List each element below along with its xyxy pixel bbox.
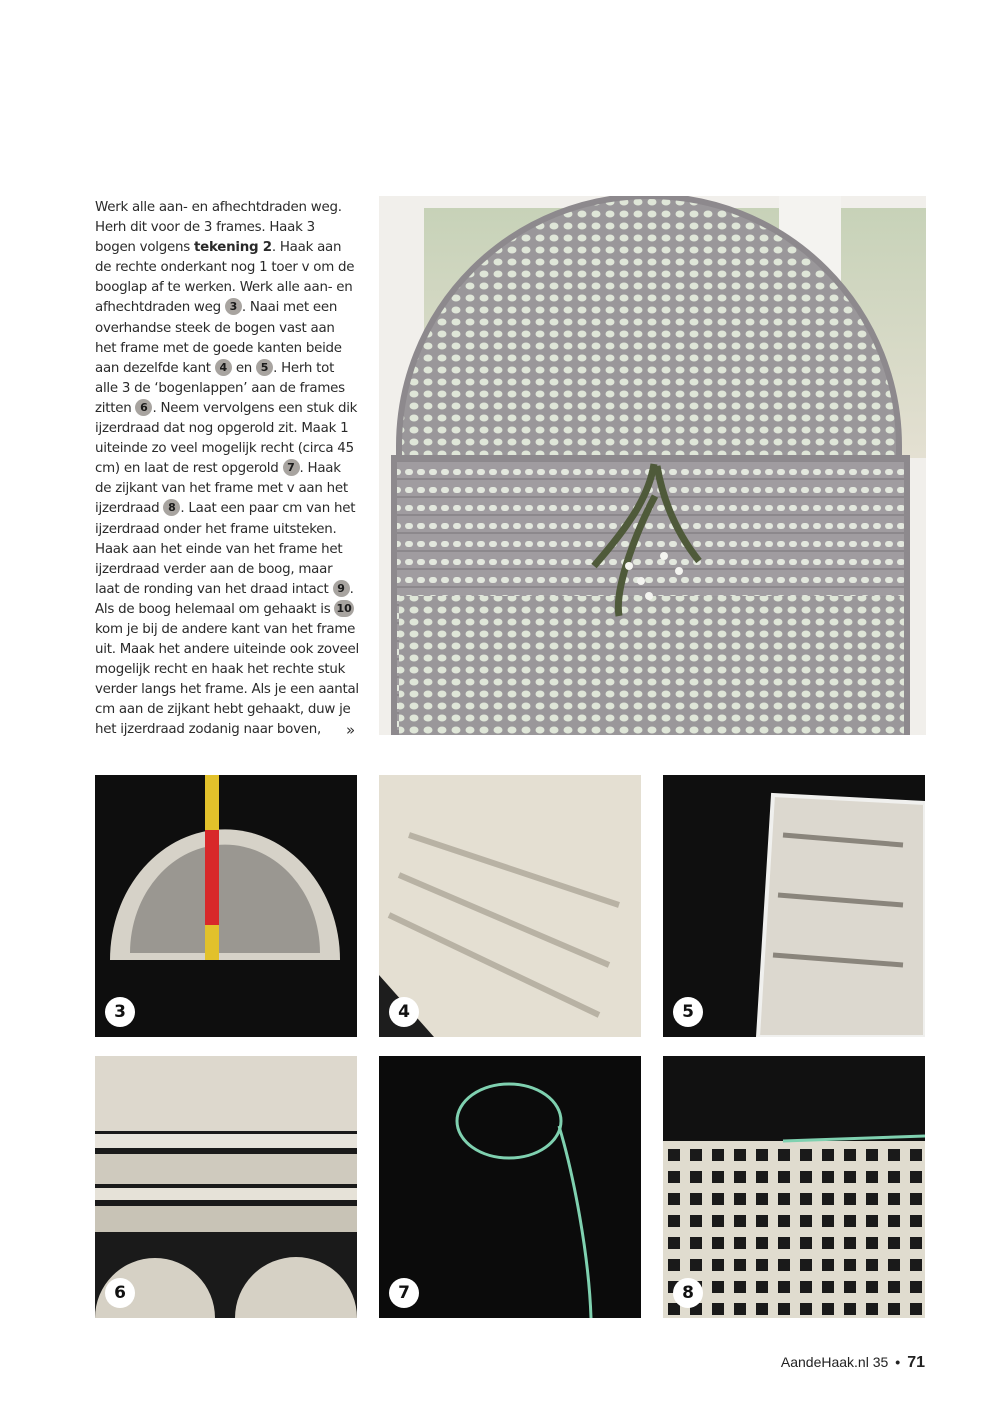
magazine-name: AandeHaak.nl 35 <box>780 1354 889 1370</box>
instructions-text <box>95 198 359 741</box>
step-ref-10: 10 <box>336 601 352 615</box>
step-ref-4: 4 <box>215 359 232 376</box>
step-ref-9: 9 <box>333 580 350 597</box>
step-ref-3: 3 <box>225 298 242 315</box>
page-footer <box>781 1354 925 1372</box>
text-segment: . Neem vervolgens een stuk dik ijzerdraad dat nog opgerold zit. Maak 1 uiteinde zo veel mogelijk recht (circa 45 cm) en laat de rest opgerold <box>95 400 358 477</box>
framed-lace-illustration <box>663 775 925 1037</box>
step-number-badge: 4 <box>389 997 419 1027</box>
step-number-badge: 7 <box>389 1278 419 1308</box>
text-segment: . Laat een paar cm van het ijzerdraad onder het frame uitsteken. Haak aan het einde van het frame het ijzerdraad verder aan de boog, maar laat de ronding van het draad intact <box>95 501 356 597</box>
step-photo-7 <box>379 1056 641 1318</box>
step-ref-6: 6 <box>135 399 152 416</box>
lace-rows-illustration <box>95 1056 357 1318</box>
step-photo-3 <box>95 775 357 1037</box>
continue-arrow-icon: » <box>346 721 356 739</box>
step-number-badge: 8 <box>673 1278 703 1308</box>
text-segment: en <box>231 360 257 376</box>
lace-edge-illustration <box>379 775 641 1037</box>
step-photo-4 <box>379 775 641 1037</box>
half-circle-lace-illustration <box>95 775 357 1037</box>
step-ref-8: 8 <box>163 499 180 516</box>
separator-bullet: • <box>895 1354 901 1370</box>
text-segment: Werk alle aan- en afhechtdraden weg. Herh dit voor de 3 frames. Haak 3 bogen volgens <box>95 200 342 256</box>
step-ref-7: 7 <box>283 459 300 476</box>
text-segment: . Haak aan de rechte onderkant nog 1 toer v om de booglap af te werken. Werk alle aan- en afhechtdraden weg <box>95 240 355 316</box>
step-number-badge: 3 <box>105 997 135 1027</box>
text-segment: kom je bij de andere kant van het frame uit. Maak het andere uiteinde ook zoveel mogelijk recht en haak het rechte stuk verder langs het frame. Als je een aantal cm aan de zijkant hebt gehaakt, duw je het ijzerdraad zodanig naar boven, <box>95 621 359 738</box>
hero-photo <box>379 196 926 735</box>
coiled-wire-illustration <box>379 1056 641 1318</box>
step-photo-6 <box>95 1056 357 1318</box>
wire-along-frame-illustration <box>663 1056 925 1318</box>
step-number-badge: 5 <box>673 997 703 1027</box>
screen-illustration <box>379 196 926 735</box>
step-photo-5 <box>663 775 925 1037</box>
text-segment: . Herh tot alle 3 de ‘bogenlappen’ aan de frames zitten <box>95 360 345 416</box>
text-segment: . Haak de zijkant van het frame met v aan het ijzerdraad <box>95 461 348 517</box>
text-segment: . Als de boog helemaal om gehaakt is <box>95 581 354 617</box>
step-ref-5: 5 <box>256 359 273 376</box>
step-photo-8 <box>663 1056 925 1318</box>
step-number-badge: 6 <box>105 1278 135 1308</box>
text-segment: . Naai met een overhandse steek de bogen vast aan het frame met de goede kanten beide aan dezelfde kant <box>95 300 342 376</box>
page-number: 71 <box>907 1354 925 1371</box>
bold-reference: tekening 2 <box>193 240 272 256</box>
